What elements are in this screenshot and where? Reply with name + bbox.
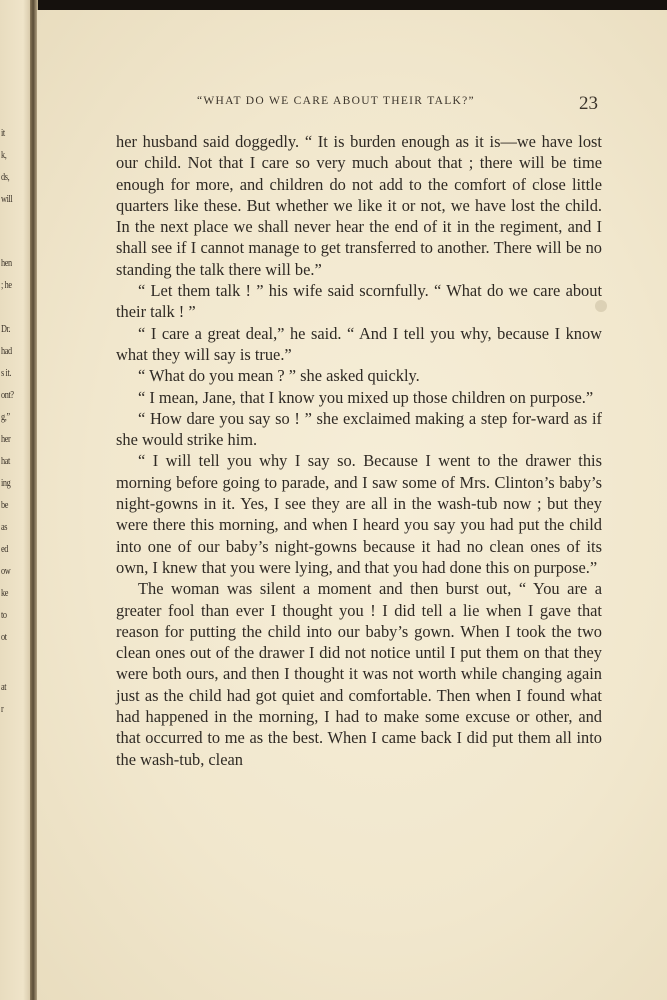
facing-page-fragment: g,” bbox=[1, 411, 10, 423]
paragraph: “ What do you mean ? ” she asked quickly. bbox=[138, 366, 420, 386]
running-head: “WHAT DO WE CARE ABOUT THEIR TALK?” bbox=[197, 95, 475, 107]
paragraph: her husband said doggedly. “ It is burden enough as it is—we have lost our child. Not that I care so very much about that ; there will be time enough for more, and children do not add to the comfort of close little quarters like these. But whether we like it or not, we have lost the child. In the next place we shall never hear the end of it in the regiment, and I shall see if I cannot manage to get transferred to another. There will be no standing the talk there will be.” bbox=[116, 132, 602, 279]
facing-page-fragment: k, bbox=[1, 149, 7, 161]
page-number: 23 bbox=[579, 93, 598, 114]
paragraph: The woman was silent a moment and then burst out, “ You are a greater fool than ever I thought you ! I did tell a lie when I gave that reason for putting the child into our baby’s gown. When I took the two clean ones out of the drawer I did not notice until I put them on that they were both ours, and then I thought it was not worth while changing again just as the child had got quiet and comfortable. Then when I found what had happened in the morning, I had to make some excuse or other, and that occurred to me as the best. When I came back I did put them all into the wash-tub, clean bbox=[116, 579, 602, 769]
facing-page-fragment: Dr. bbox=[1, 323, 11, 335]
facing-page-fragment: will bbox=[1, 193, 13, 205]
facing-page-fragment: ed bbox=[1, 543, 9, 555]
facing-page-fragment: ont? bbox=[1, 389, 14, 401]
paragraph: “ How dare you say so ! ” she exclaimed making a step for-ward as if she would strike him. bbox=[116, 408, 602, 450]
paragraph: “ I will tell you why I say so. Because I went to the drawer this morning before going to parade, and I saw some of Mrs. Clinton’s baby’s night-gowns in it. Yes, I see they are all in the wash-tub now ; but they were there this morning, and when I heard you say you had put the child into one of our baby’s night-gowns because it had no clean ones of its own, I knew that you were lying, and that you had done this on purpose.” bbox=[116, 451, 602, 577]
facing-page-fragment: ing bbox=[1, 477, 11, 489]
paragraph: “ I mean, Jane, that I know you mixed up those children on purpose.” bbox=[138, 387, 594, 407]
facing-page-fragment: her bbox=[1, 433, 11, 445]
facing-page-fragment: be bbox=[1, 499, 9, 511]
facing-page-fragment: ke bbox=[1, 587, 9, 599]
paragraph: “ I care a great deal,” he said. “ And I tell you why, because I know what they will say is true.” bbox=[116, 323, 602, 364]
facing-page-fragment: as bbox=[1, 521, 8, 533]
paragraph: “ Let them talk ! ” his wife said scornfully. “ What do we care about their talk ! ” bbox=[116, 281, 602, 322]
facing-page-edge bbox=[0, 0, 33, 1000]
facing-page-fragment: ds, bbox=[1, 171, 10, 183]
facing-page-fragment: s it. bbox=[1, 367, 12, 379]
facing-page-fragment: had bbox=[1, 345, 12, 357]
facing-page-fragment: hen bbox=[1, 257, 12, 269]
facing-page-fragment: r bbox=[1, 703, 4, 715]
facing-page-fragment: ; he bbox=[1, 279, 12, 291]
book-page bbox=[37, 10, 667, 1000]
facing-page-fragment: ow bbox=[1, 565, 11, 577]
facing-page-fragment: at bbox=[1, 681, 7, 693]
body-text bbox=[116, 131, 602, 770]
facing-page-fragment: ot bbox=[1, 631, 7, 643]
facing-page-fragment: hat bbox=[1, 455, 10, 467]
facing-page-fragment: it bbox=[1, 127, 5, 139]
facing-page-fragment: to bbox=[1, 609, 7, 621]
